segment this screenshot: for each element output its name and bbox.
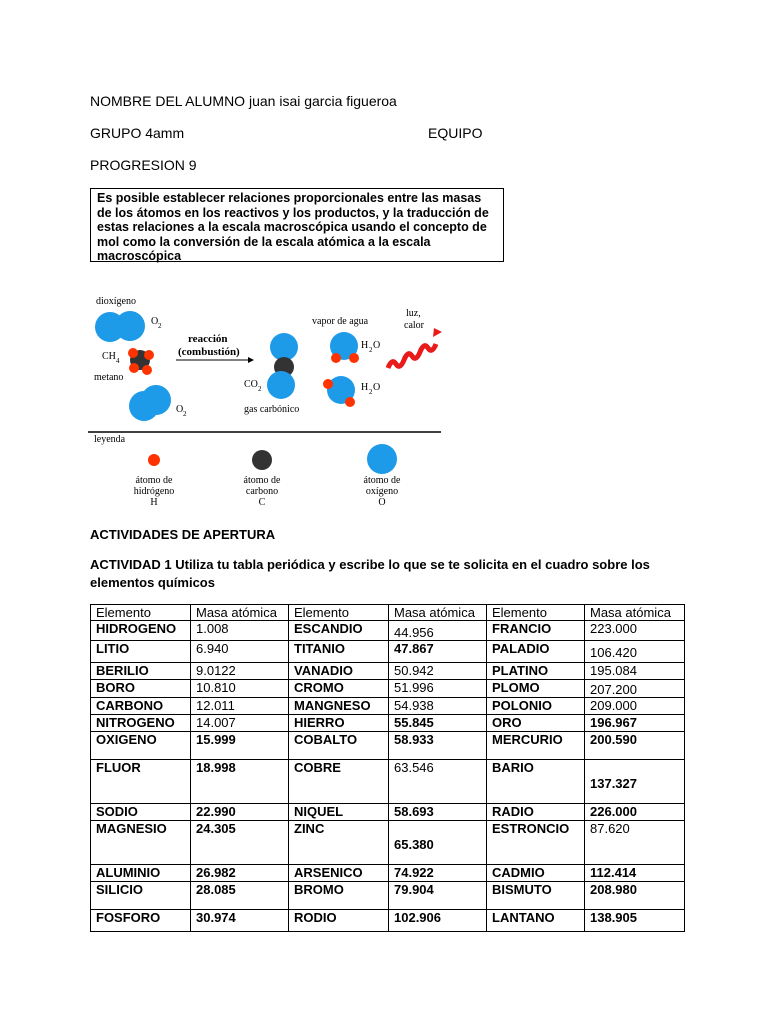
element-name-cell: VANADIO [289,663,389,680]
wave-arrow-head [433,328,442,337]
section-title: ACTIVIDADES DE APERTURA [90,527,276,542]
atomic-mass-cell: 1.008 [191,621,289,641]
atomic-mass-cell: 207.200 [585,680,685,698]
legend-o-line1: átomo de [363,475,401,486]
table-row [91,663,685,680]
table-row [91,865,685,882]
element-name-cell: ARSENICO [289,865,389,882]
element-name-cell: BROMO [289,882,389,910]
legend-oxygen-atom [367,444,397,474]
atomic-mass-cell: 74.922 [389,865,487,882]
label-o2-bottom: O [176,404,184,415]
element-name-cell: CARBONO [91,698,191,715]
element-name-cell: PLOMO [487,680,585,698]
oxygen-atom [115,311,145,341]
atomic-mass-cell: 63.546 [389,760,487,804]
atomic-mass-cell: 54.938 [389,698,487,715]
legend-o-line3: O [378,497,386,508]
atomic-mass-cell: 14.007 [191,715,289,732]
atomic-mass-cell: 58.693 [389,804,487,821]
element-name-cell: HIERRO [289,715,389,732]
legend-h-line2: hidrógeno [133,486,175,497]
atomic-mass-cell: 138.905 [585,910,685,932]
element-name-cell: RADIO [487,804,585,821]
atomic-mass-cell: 196.967 [585,715,685,732]
label-luz: luz, [406,308,421,319]
student-name-label: NOMBRE DEL ALUMNO [90,93,246,109]
oxygen-atom [141,385,171,415]
table-row [91,621,685,641]
atomic-mass-cell: 51.996 [389,680,487,698]
atomic-mass-cell: 137.327 [585,760,685,804]
label-o2-top-sub: 2 [158,322,162,330]
header-cell: Masa atómica [191,605,289,621]
table-row [91,732,685,760]
atomic-mass-cell: 79.904 [389,882,487,910]
student-name-value: juan isai garcia figueroa [248,93,397,109]
table-row [91,910,685,932]
label-h2o-bottom-h: H [361,382,369,393]
atomic-mass-cell: 195.084 [585,663,685,680]
label-h2o-bottom-o: O [373,382,381,393]
element-name-cell: BARIO [487,760,585,804]
label-combustion: (combustión) [178,346,240,358]
atomic-mass-cell: 28.085 [191,882,289,910]
atomic-mass-cell: 10.810 [191,680,289,698]
element-name-cell: SODIO [91,804,191,821]
element-name-cell: HIDROGENO [91,621,191,641]
table-row [91,760,685,804]
element-name-cell: LITIO [91,641,191,663]
header-cell: Elemento [289,605,389,621]
label-gas-carbonico: gas carbónico [244,404,300,415]
legend-hydrogen-atom [148,454,160,466]
element-name-cell: MANGNESO [289,698,389,715]
hydrogen-atom [142,365,152,375]
element-name-cell: ESTRONCIO [487,821,585,865]
label-vapor: vapor de agua [312,316,369,327]
label-h2o-top-o: O [373,340,381,351]
legend-c-line3: C [258,497,266,508]
label-ch4: CH [102,351,116,362]
table-row [91,804,685,821]
legend-c-line2: carbono [245,486,279,497]
element-name-cell: CROMO [289,680,389,698]
hydrogen-atom [144,350,154,360]
hydrogen-atom [345,397,355,407]
element-name-cell: RODIO [289,910,389,932]
legend-c-line1: átomo de [243,475,281,486]
atomic-mass-cell: 44.956 [389,621,487,641]
element-name-cell: MERCURIO [487,732,585,760]
element-name-cell: ALUMINIO [91,865,191,882]
label-dioxigeno: dioxígeno [96,296,136,307]
atomic-mass-cell: 26.982 [191,865,289,882]
hydrogen-atom [349,353,359,363]
atomic-mass-cell: 112.414 [585,865,685,882]
element-name-cell: TITANIO [289,641,389,663]
element-name-cell: MAGNESIO [91,821,191,865]
atomic-mass-cell: 106.420 [585,641,685,663]
atomic-mass-cell: 9.0122 [191,663,289,680]
atomic-mass-cell: 58.933 [389,732,487,760]
table-row [91,882,685,910]
atomic-mass-cell: 226.000 [585,804,685,821]
element-name-cell: FOSFORO [91,910,191,932]
legend-h-line1: átomo de [135,475,173,486]
element-name-cell: CADMIO [487,865,585,882]
element-name-cell: LANTANO [487,910,585,932]
header-cell: Masa atómica [585,605,685,621]
label-o2-bottom-sub: 2 [183,410,187,418]
light-wave-icon [388,344,436,368]
element-name-cell: NITROGENO [91,715,191,732]
atomic-mass-cell: 55.845 [389,715,487,732]
table-row [91,680,685,698]
team-label: EQUIPO [428,125,483,141]
atomic-mass-cell: 6.940 [191,641,289,663]
element-name-cell: BERILIO [91,663,191,680]
combustion-diagram [88,292,448,514]
oxygen-atom [267,371,295,399]
activity-line-2: elementos químicos [90,575,215,590]
table-header-row [91,605,685,621]
label-leyenda: leyenda [94,434,126,445]
label-co2-sub: 2 [258,385,262,393]
atomic-mass-cell: 24.305 [191,821,289,865]
element-name-cell: POLONIO [487,698,585,715]
hydrogen-atom [323,379,333,389]
atomic-mass-cell: 200.590 [585,732,685,760]
label-o2-top: O [151,316,159,327]
atomic-mass-cell: 223.000 [585,621,685,641]
element-name-cell: ORO [487,715,585,732]
element-name-cell: FLUOR [91,760,191,804]
label-reaccion: reacción [188,333,228,345]
atomic-mass-cell: 15.999 [191,732,289,760]
legend-carbon-atom [252,450,272,470]
atomic-mass-cell: 12.011 [191,698,289,715]
label-h2o-top-sub: 2 [369,346,373,354]
header-cell: Elemento [487,605,585,621]
table-row [91,641,685,663]
label-calor: calor [404,320,424,331]
oxygen-atom [270,333,298,361]
element-name-cell: COBALTO [289,732,389,760]
atomic-mass-cell: 87.620 [585,821,685,865]
element-name-cell: ESCANDIO [289,621,389,641]
atomic-mass-cell: 209.000 [585,698,685,715]
statement-box: Es posible establecer relaciones proporcionales entre las masas de los átomos en los reactivos y los productos, y la traducción de estas relaciones a la escala macroscópica usando el concepto de mol como la conversión de la escala atómica a la escala macroscópica [90,188,504,262]
label-h2o-top-h: H [361,340,369,351]
element-name-cell: COBRE [289,760,389,804]
element-name-cell: ZINC [289,821,389,865]
table-row [91,698,685,715]
element-name-cell: BORO [91,680,191,698]
header-cell: Elemento [91,605,191,621]
table-row [91,715,685,732]
element-name-cell: SILICIO [91,882,191,910]
table-row [91,821,685,865]
element-name-cell: OXIGENO [91,732,191,760]
atomic-mass-cell: 22.990 [191,804,289,821]
element-name-cell: FRANCIO [487,621,585,641]
atomic-mass-cell: 65.380 [389,821,487,865]
element-name-cell: NIQUEL [289,804,389,821]
atomic-mass-cell: 47.867 [389,641,487,663]
group-label: GRUPO 4amm [90,125,185,141]
label-metano: metano [94,372,124,383]
element-name-cell: PLATINO [487,663,585,680]
arrow-head [248,357,254,363]
label-ch4-sub: 4 [116,357,120,365]
atomic-mass-cell: 102.906 [389,910,487,932]
element-name-cell: BISMUTO [487,882,585,910]
atomic-mass-cell: 30.974 [191,910,289,932]
label-co2: CO [244,379,258,390]
hydrogen-atom [331,353,341,363]
element-name-cell: PALADIO [487,641,585,663]
progression-label: PROGRESION 9 [90,157,197,173]
header-cell: Masa atómica [389,605,487,621]
elements-table [90,604,685,932]
hydrogen-atom [128,348,138,358]
legend-o-line2: oxígeno [365,486,399,497]
legend-h-line3: H [150,497,158,508]
atomic-mass-cell: 18.998 [191,760,289,804]
atomic-mass-cell: 208.980 [585,882,685,910]
student-name-line [90,93,397,109]
activity-line-1: ACTIVIDAD 1 Utiliza tu tabla periódica y escribe lo que se te solicita en el cuadro sobre los [90,557,650,572]
label-h2o-bottom-sub: 2 [369,388,373,396]
hydrogen-atom [129,363,139,373]
atomic-mass-cell: 50.942 [389,663,487,680]
